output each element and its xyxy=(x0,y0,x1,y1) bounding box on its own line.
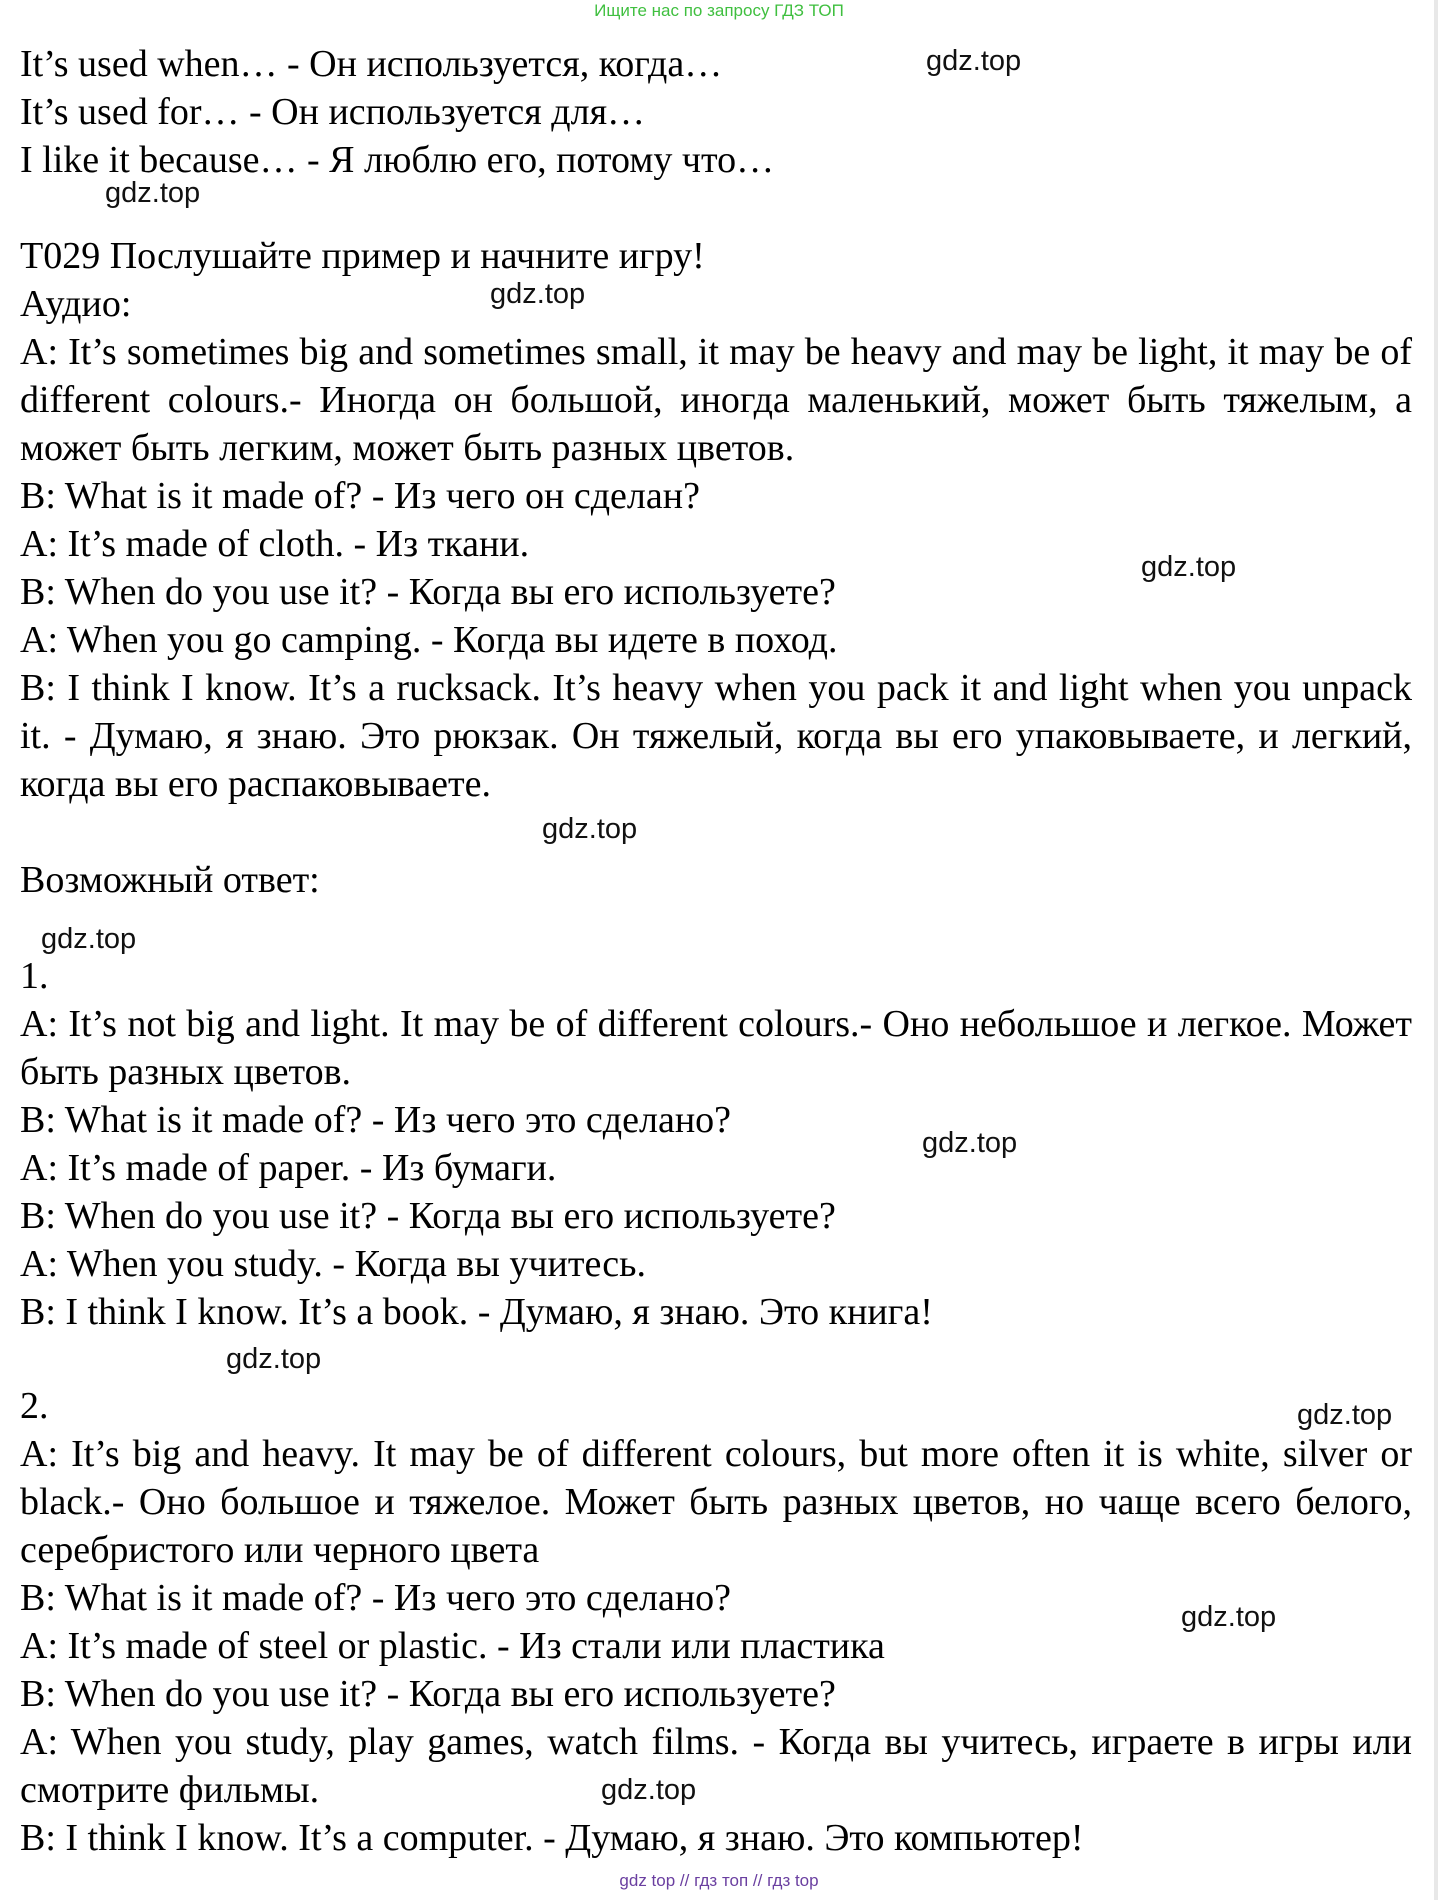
example-2-a2: A: It’s made of steel or plastic. - Из стали или пластика xyxy=(20,1625,885,1667)
example-1-a2: A: It’s made of paper. - Из бумаги. xyxy=(20,1147,557,1189)
scroll-edge xyxy=(1434,0,1438,1900)
audio-label: Аудио: xyxy=(20,283,132,325)
example-2-a3: A: When you study, play games, watch films. - Когда вы учитесь, играете в игры или смотрите фильмы. xyxy=(20,1721,1412,1811)
example-1-b1: B: What is it made of? - Из чего это сделано? xyxy=(20,1099,732,1141)
watermark: gdz.top xyxy=(490,278,586,310)
watermark: gdz.top xyxy=(1181,1601,1277,1633)
top-banner-text: Ищите нас по запросу ГДЗ ТОП xyxy=(594,1,844,20)
watermark: gdz.top xyxy=(1141,551,1237,583)
intro-line-2: It’s used for… - Он используется для… xyxy=(20,91,646,133)
example-1-b3: B: I think I know. It’s a book. - Думаю, я знаю. Это книга! xyxy=(20,1291,933,1333)
dialogue-b1: B: What is it made of? - Из чего он сделан? xyxy=(20,475,700,517)
intro-block xyxy=(20,40,1412,184)
answer-label: Возможный ответ: xyxy=(20,859,320,901)
example-2-b1: B: What is it made of? - Из чего это сделано? xyxy=(20,1577,732,1619)
watermark: gdz.top xyxy=(226,1343,322,1375)
intro-line-3: I like it because… - Я люблю его, потому что… xyxy=(20,139,775,181)
example-2-b3: B: I think I know. It’s a computer. - Думаю, я знаю. Это компьютер! xyxy=(20,1817,1084,1859)
example-1-b2: B: When do you use it? - Когда вы его используете? xyxy=(20,1195,836,1237)
watermark: gdz.top xyxy=(601,1774,697,1806)
task-block xyxy=(20,232,1412,808)
answer-label-block xyxy=(20,856,1412,904)
example-2-number: 2. xyxy=(20,1385,49,1427)
dialogue-a2: A: It’s made of cloth. - Из ткани. xyxy=(20,523,530,565)
top-banner xyxy=(0,0,1438,22)
dialogue-a3: A: When you go camping. - Когда вы идете в поход. xyxy=(20,619,838,661)
example-1-a3: A: When you study. - Когда вы учитесь. xyxy=(20,1243,646,1285)
example-1-block xyxy=(20,952,1412,1336)
example-1-a1: A: It’s not big and light. It may be of different colours.- Оно небольшое и легкое. Может быть разных цветов. xyxy=(20,1003,1412,1093)
watermark: gdz.top xyxy=(41,923,137,955)
dialogue-b2: B: When do you use it? - Когда вы его используете? xyxy=(20,571,836,613)
task-heading: T029 Послушайте пример и начните игру! xyxy=(20,235,705,277)
watermark: gdz.top xyxy=(105,177,201,209)
watermark: gdz.top xyxy=(926,45,1022,77)
intro-line-1: It’s used when… - Он используется, когда… xyxy=(20,43,723,85)
watermark: gdz.top xyxy=(542,813,638,845)
example-2-a1: A: It’s big and heavy. It may be of different colours, but more often it is white, silver or black.- Оно большое и тяжелое. Может быть разных цветов, но чаще всего белого, серебристого или черного цвета xyxy=(20,1433,1412,1571)
dialogue-b3: B: I think I know. It’s a rucksack. It’s heavy when you pack it and light when you unpack it. - Думаю, я знаю. Это рюкзак. Он тяжелый, когда вы его упаковываете, и легкий, когда вы его распаковываете. xyxy=(20,667,1412,805)
bottom-banner: gdz top // гдз топ // гдз top xyxy=(619,1871,819,1890)
example-1-number: 1. xyxy=(20,955,49,997)
example-2-b2: B: When do you use it? - Когда вы его используете? xyxy=(20,1673,836,1715)
dialogue-a1: A: It’s sometimes big and sometimes small, it may be heavy and may be light, it may be of different colours.- Иногда он большой, иногда маленький, может быть тяжелым, а может быть легким, может быть разных цветов. xyxy=(20,331,1412,469)
watermark: gdz.top xyxy=(1297,1399,1393,1431)
watermark: gdz.top xyxy=(922,1127,1018,1159)
